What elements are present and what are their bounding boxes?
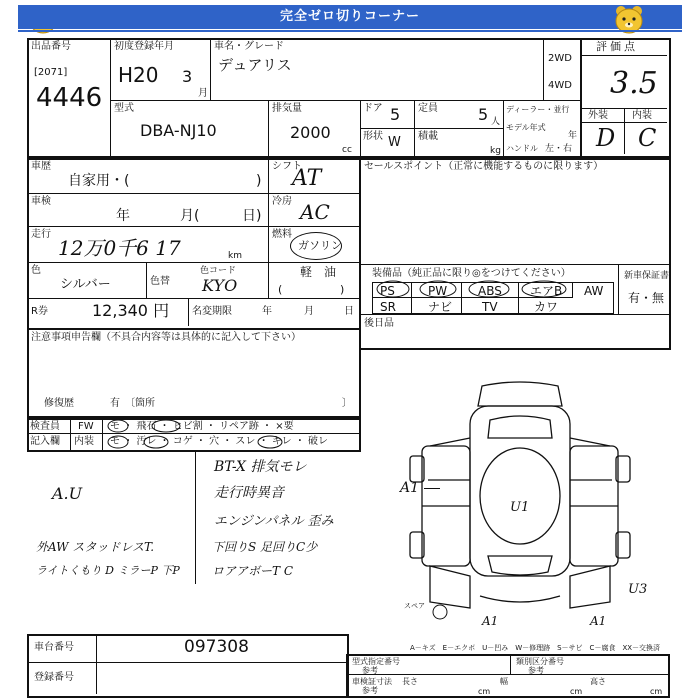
selling-points-label: セールスポイント（正常に機能するものに限ります） (364, 161, 604, 172)
inspection-label: 車検 (31, 196, 51, 207)
damage-mark-a1-left: A1 (400, 480, 420, 496)
repair-value: 有 〔箇所 (110, 398, 155, 409)
exterior-grade: D (596, 124, 616, 152)
equip-abs: ABS (478, 284, 502, 298)
model-year-label: モデル年式 (506, 123, 546, 132)
note-lower: ロアアボーT C (212, 564, 294, 578)
recycle-value: 12,340 円 (92, 301, 170, 320)
note-engine-panel: エンジンパネル 歪み (214, 514, 334, 529)
score-label: 評価点 (596, 40, 638, 53)
equipment-circle-marks (372, 280, 612, 298)
capacity-label: 定員 (418, 103, 438, 114)
equip-leather: カワ (534, 300, 559, 314)
length-label: 長さ (402, 677, 418, 686)
dealer-label: ディーラー・並行 (506, 105, 570, 114)
displacement-label: 排気量 (272, 103, 302, 114)
interior-label: 内装 (632, 110, 652, 121)
first-registration-era: H20 (118, 63, 159, 87)
handle-options: 左・右 (545, 144, 573, 154)
color-value: シルバー (60, 277, 111, 292)
note-light: ライトくもり D ミラーP 下P (36, 564, 180, 577)
exterior-label: 外装 (588, 110, 608, 121)
lot-number-label: 出品番号 (31, 41, 71, 52)
note-aw: 外AW スタッドレスT. (36, 540, 155, 554)
doors-value: 5 (390, 105, 401, 124)
fuel-gas: ガソリン (298, 239, 342, 252)
ac-value: AC (300, 200, 330, 224)
damage-legend: A－キズ E－エクボ U－凹み W－修理跡 S－サビ C－腐食 XX－交換済 (410, 644, 661, 652)
shift-value: AT (292, 166, 322, 191)
recycle-label: R券 (31, 306, 48, 317)
history-value: 自家用・( (68, 173, 130, 189)
score-value: 3.5 (610, 66, 658, 101)
note-noise: 走行時異音 (214, 485, 284, 501)
notes-label: 注意事項申告欄（不具合内容等は具体的に記入して下さい） (31, 332, 301, 343)
equip-tv: TV (482, 300, 498, 314)
drive-4wd: 4WD (548, 80, 572, 91)
equip-aw: AW (584, 284, 604, 298)
doors-label: ドア (363, 103, 383, 114)
equip-ps: PS (380, 284, 395, 298)
car-name-label: 車名・グレード (214, 41, 284, 52)
model-label: 型式 (114, 103, 134, 114)
width-label: 幅 (500, 677, 508, 686)
classification-label: 類別区分番号 (516, 657, 564, 666)
color-code: KYO (202, 276, 238, 295)
shape-label: 形状 (363, 131, 383, 142)
shift-label: シフト (272, 161, 302, 172)
auction-sheet: 完全ゼロ切りコーナー 出品番号 [2071] 4446 初度登録年月 H20 3 月 車名・グレード デュアリス 2WD 4WD 評価点 3.5 外装 内装 D C 型式 DBA-NJ10 排気量 2000 cc ドア 5 定員 5 人 形状 W 積載 kg ディーラー・並行 モデル年式 年 ハンドル 左・右 車歴 自家用・( ) シフト AT 車検 年 月( 日) 冷房 AC 走行 12万0千6 17 km 燃料 ガソリン 軽 油 ( ) 色 シルバー 色替 色コード KYO R券 12,340 円 名変期限 年 月 日 セールスポイント（正常に機能するものに限ります） 装備品（純正品に限り◎をつけてください） 新車保証書 有・無 PS PW ABS エアB AW SR ナビ TV カワ 後日品 注意事項申告欄（不具合内容等は具体的に記入して下さい） 修復歴 有 〔箇所 〕 検査員 記入欄 FW 内装 モ ・ 飛石 ・ ヒビ割 ・ リペア跡 ・ ×要 モ ・ 汚レ ・ コゲ ・ 穴 ・ スレ ・ キレ ・ 破レ A.U BT-X 排気モレ 走行時異音 エンジンパネル 歪み 外AW スタッドレスT. 下回りS 足回りC少 ライトくもり D ミラーP 下P ロアアボーT C A1 U1 U3 A1 A1 スペア A－キズ E－エクボ U－凹み W－修理跡 S－サビ C－腐食 XX－交換済 車台番号 097308 登録番号 型式指定番号 参考 類別区分番号 参考 車検証寸法 参考 長さ cm 幅 cm 高さ cm (0, 0, 700, 700)
lot-number: 4446 (36, 83, 103, 113)
fw-items: モ ・ 飛石 ・ ヒビ割 ・ リペア跡 ・ ×要 (110, 421, 294, 432)
repair-label: 修復歴 (44, 398, 74, 409)
spare-label: スペア (404, 602, 425, 610)
note-bt: BT-X 排気モレ (214, 459, 307, 475)
note-underbody: 下回りS 足回りC少 (212, 540, 318, 554)
selling-points-block (359, 158, 671, 350)
warranty-label: 新車保証書 (624, 271, 670, 281)
displacement-value: 2000 (290, 123, 331, 142)
registration-label: 登録番号 (34, 672, 74, 683)
equip-navi: ナビ (428, 300, 453, 314)
inspector-circle-marks (104, 418, 304, 450)
mileage-value: 12万0千6 17 (58, 236, 181, 260)
type-designation-label: 型式指定番号 (352, 657, 400, 666)
model-value: DBA-NJ10 (140, 121, 217, 140)
damage-mark-a1-right: A1 (590, 614, 607, 628)
dims-label: 車検証寸法 (352, 677, 392, 686)
warranty-options: 有・無 (628, 291, 665, 305)
first-registration-label: 初度登録年月 (114, 41, 174, 52)
equipment-label: 装備品（純正品に限り◎をつけてください） (372, 268, 571, 279)
capacity-value: 5 (478, 105, 489, 124)
drive-2wd: 2WD (548, 53, 572, 64)
first-registration-month: 3 (182, 67, 193, 86)
equip-pw: PW (428, 284, 448, 298)
lot-code: [2071] (34, 67, 68, 78)
damage-mark-u1: U1 (510, 500, 530, 515)
handle-label: ハンドル (506, 144, 538, 153)
chassis-label: 車台番号 (34, 642, 74, 653)
title-expiry-label: 名変期限 (192, 306, 232, 317)
damage-mark-a1-front: A1 (482, 614, 499, 628)
interior-grade: C (638, 124, 657, 152)
page-title: 完全ゼロ切りコーナー (18, 5, 682, 29)
color-code-label: 色コード (200, 266, 237, 276)
fuel-diesel: 軽 油 (300, 265, 337, 279)
shape-value: W (388, 135, 401, 150)
ac-label: 冷房 (272, 196, 292, 207)
load-label: 積載 (418, 131, 438, 142)
equip-sr: SR (380, 300, 396, 314)
rear-item-label: 後日品 (364, 318, 394, 329)
interior-items: モ ・ 汚レ ・ コゲ ・ 穴 ・ スレ ・ キレ ・ 破レ (110, 436, 329, 447)
equip-airbag: エアB (530, 284, 563, 298)
car-name: デュアリス (218, 56, 292, 74)
note-au: A.U (52, 484, 83, 503)
history-label: 車歴 (31, 161, 51, 172)
mileage-label: 走行 (31, 229, 51, 240)
color-change-label: 色替 (150, 276, 170, 287)
chassis-number: 097308 (184, 637, 249, 657)
fuel-label: 燃料 (272, 229, 292, 240)
height-label: 高さ (590, 677, 606, 686)
inspector-entry-label: 記入欄 (30, 436, 60, 447)
fuel-circle-mark (290, 232, 342, 260)
inspector-label: 検査員 (30, 421, 60, 432)
damage-mark-u3: U3 (628, 582, 648, 597)
color-label: 色 (31, 265, 41, 276)
